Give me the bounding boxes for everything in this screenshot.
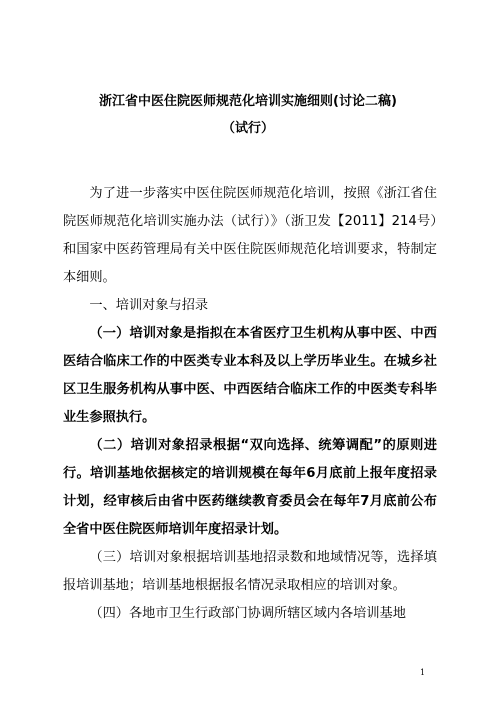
paragraph-coordination: （四）各地市卫生行政部门协调所辖区域内各培训基地	[89, 606, 406, 621]
document-subtitle: （试行）	[221, 121, 274, 136]
section-heading: 一、培训对象与招录	[89, 298, 209, 313]
page-number: 1	[420, 668, 426, 677]
document-body	[63, 180, 437, 628]
document-title: 浙江省中医住院医师规范化培训实施细则(讨论二稿)	[99, 94, 397, 109]
paragraph-base-selection: （三）培训对象根据培训基地招录数和地域情况等，选择填报培训基地；培训基地根据报名情况录取相应的培训对象。	[63, 550, 437, 593]
paragraph-training-target: （一）培训对象是指拟在本省医疗卫生机构从事中医、中西医结合临床工作的中医类专业本科及以上学历毕业生。在城乡社区卫生服务机构从事中医、中西医结合临床工作的中医类专科毕业生参照执行。	[63, 326, 437, 425]
intro-paragraph: 为了进一步落实中医住院医师规范化培训，按照《浙江省住院医师规范化培训实施办法（试行）》（浙卫发【2011】214号）和国家中医药管理局有关中医住院医师规范化培训要求，特制定本细则。	[63, 186, 437, 285]
paragraph-enrollment: （二）培训对象招录根据“双向选择、统筹调配”的原则进行。培训基地依据核定的培训规模在每年6月底前上报年度招录计划，经审核后由省中医药继续教育委员会在每年7月底前公布全省中医住院医师培训年度招录计划。	[63, 438, 437, 537]
